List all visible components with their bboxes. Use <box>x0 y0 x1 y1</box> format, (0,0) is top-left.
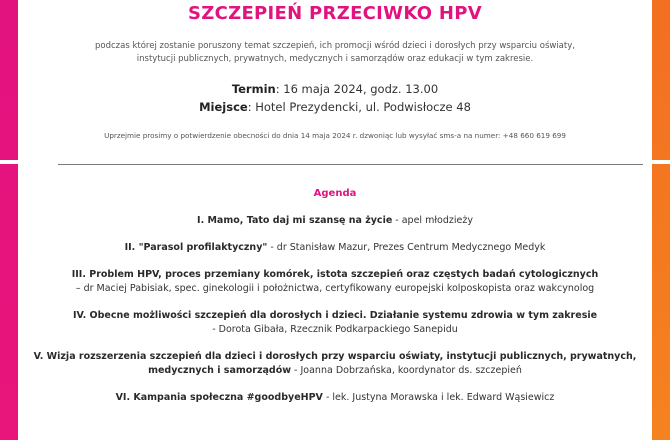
agenda-item <box>30 309 640 337</box>
left-accent-bar <box>0 0 18 440</box>
agenda-item <box>30 391 640 405</box>
agenda-item-detail: - lek. Justyna Morawska i lek. Edward Wąsiewicz <box>322 392 555 403</box>
divider <box>58 164 643 165</box>
miejsce-label: Miejsce <box>199 100 248 114</box>
termin-label: Termin <box>231 82 276 96</box>
termin-value: : 16 maja 2024, godz. 13.00 <box>275 82 439 96</box>
right-bar-notch <box>652 160 670 164</box>
agenda-item <box>30 241 640 255</box>
agenda-item-title: II. "Parasol profilaktyczny" <box>124 242 268 253</box>
agenda-item-detail: - Joanna Dobrzańska, koordynator ds. szczepień <box>291 365 522 376</box>
agenda-heading: Agenda <box>313 188 357 199</box>
agenda-item <box>30 350 640 378</box>
agenda-item-title: I. Mamo, Tato daj mi szansę na życie <box>197 215 393 226</box>
agenda-item-detail: - Dorota Gibała, Rzecznik Podkarpackiego Sanepidu <box>212 324 458 335</box>
agenda-item-title: V. Wizja rozszerzenia szczepień dla dzieci i dorosłych przy wsparciu oświaty, instytucji publicznych, prywatnych, medycznych i samorządów <box>33 351 637 376</box>
termin-line <box>30 80 640 98</box>
left-bar-notch <box>0 160 18 164</box>
agenda-list <box>30 214 640 418</box>
agenda-item <box>30 214 640 228</box>
right-accent-bar <box>652 0 670 440</box>
event-details <box>30 80 640 116</box>
rsvp-note: Uprzejmie prosimy o potwierdzenie obecności do dnia 14 maja 2024 r. dzwoniąc lub wysyłać sms-a na numer: +48 660 619 699 <box>104 131 566 140</box>
miejsce-value: : Hotel Prezydencki, ul. Podwisłocze 48 <box>247 100 471 114</box>
agenda-item-detail: – dr Maciej Pabisiak, spec. ginekologii i położnictwa, certyfikowany europejski kolposkopista oraz wakcynolog <box>75 283 595 294</box>
agenda-item-detail: - apel młodzieży <box>392 215 473 226</box>
agenda-item <box>30 268 640 296</box>
miejsce-line <box>30 98 640 116</box>
page-title: SZCZEPIEŃ PRZECIWKO HPV <box>187 3 483 24</box>
agenda-item-detail: - dr Stanisław Mazur, Prezes Centrum Medycznego Medyk <box>267 242 546 253</box>
agenda-item-title: VI. Kampania społeczna #goodbyeHPV <box>115 392 323 403</box>
agenda-item-title: III. Problem HPV, proces przemiany komórek, istota szczepień oraz częstych badań cytologicznych <box>71 269 599 280</box>
document-content <box>30 0 640 403</box>
intro-text: podczas której zostanie poruszony temat szczepień, ich promocji wśród dzieci i dorosłych przy wsparciu oświaty, instytucji publicznych, prywatnych, medycznych i samorządów oraz edukacji w tym zakresie. <box>95 41 575 64</box>
agenda-item-title: IV. Obecne możliwości szczepień dla dorosłych i dzieci. Działanie systemu zdrowia w tym zakresie <box>72 310 598 321</box>
